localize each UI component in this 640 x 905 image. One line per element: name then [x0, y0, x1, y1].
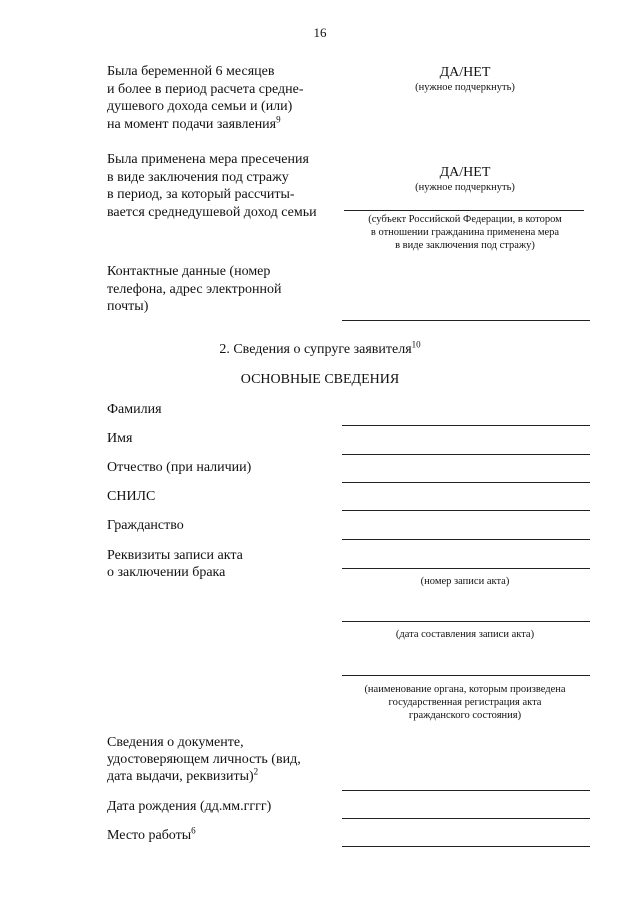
- page-number: 16: [313, 25, 327, 40]
- identity-document-label: Сведения о документе, удостоверяющем личность (вид, дата выдачи, реквизиты)$^2$: [107, 735, 301, 784]
- question-line: Была применена мера пресечения: [107, 152, 309, 167]
- custody-question: [107, 151, 317, 221]
- question-line: Была беременной 6 месяцев: [107, 64, 275, 79]
- contacts-input-line[interactable]: [342, 320, 590, 321]
- marriage-date-input-line[interactable]: [342, 621, 590, 622]
- footnote-mark: 10: [411, 339, 421, 350]
- surname-input-line[interactable]: [342, 425, 590, 426]
- question-line: в виде заключения под стражу: [107, 169, 289, 185]
- footnote-mark: 6: [191, 825, 196, 836]
- region-hint: (субъект Российской Федерации, в котором в отношении гражданина применена мера в виде заключения под стражу): [368, 214, 562, 251]
- question-line: вается среднедушевой доход семьи: [107, 204, 317, 220]
- name-label: Имя: [107, 431, 133, 446]
- marriage-date-hint: (дата составления записи акта): [395, 629, 535, 640]
- citizenship-input-line[interactable]: [342, 539, 590, 540]
- contacts-label: Контактные данные (номер телефона, адрес электронной почты): [107, 264, 282, 314]
- pregnancy-question: [107, 63, 304, 133]
- pregnancy-answer: [340, 65, 590, 94]
- footnote-mark: 9: [276, 113, 281, 124]
- question-line: на момент подачи заявления$^9$: [107, 113, 281, 132]
- patronymic-input-line[interactable]: [342, 482, 590, 483]
- region-input-line[interactable]: [344, 210, 584, 211]
- question-line: и более в период расчета средне-: [107, 81, 304, 97]
- underline-hint: (нужное подчеркнуть): [415, 82, 515, 93]
- snils-input-line[interactable]: [342, 510, 590, 511]
- citizenship-label: Гражданство: [107, 518, 184, 533]
- identity-document-input-line[interactable]: [342, 790, 590, 791]
- snils-label: СНИЛС: [107, 489, 156, 504]
- patronymic-label: Отчество (при наличии): [107, 460, 252, 475]
- section-subtitle: ОСНОВНЫЕ СВЕДЕНИЯ: [240, 372, 400, 387]
- birthdate-label: Дата рождения (дд.мм.гггг): [107, 799, 272, 814]
- custody-answer: [340, 165, 590, 194]
- question-line: душевого дохода семьи и (или): [107, 99, 293, 114]
- marriage-authority-hint: (наименование органа, которым произведена государственная регистрация акта гражданского состояния): [364, 684, 566, 721]
- marriage-number-hint: (номер записи акта): [420, 576, 510, 587]
- marriage-number-input-line[interactable]: [342, 568, 590, 569]
- birthdate-input-line[interactable]: [342, 818, 590, 819]
- name-input-line[interactable]: [342, 454, 590, 455]
- yes-no-option[interactable]: ДА/НЕТ: [439, 165, 491, 180]
- surname-label: Фамилия: [107, 402, 162, 417]
- yes-no-option[interactable]: ДА/НЕТ: [439, 65, 491, 80]
- section-title: 2. Сведения о супруге заявителя$^{10}$: [219, 339, 421, 357]
- workplace-label: Место работы$^6$: [107, 825, 196, 843]
- marriage-authority-input-line[interactable]: [342, 675, 590, 676]
- underline-hint: (нужное подчеркнуть): [415, 182, 515, 193]
- footnote-mark: 2: [253, 766, 259, 777]
- question-line: в период, за который рассчиты-: [107, 187, 295, 202]
- marriage-record-label: Реквизиты записи акта о заключении брака: [107, 548, 243, 580]
- workplace-input-line[interactable]: [342, 846, 590, 847]
